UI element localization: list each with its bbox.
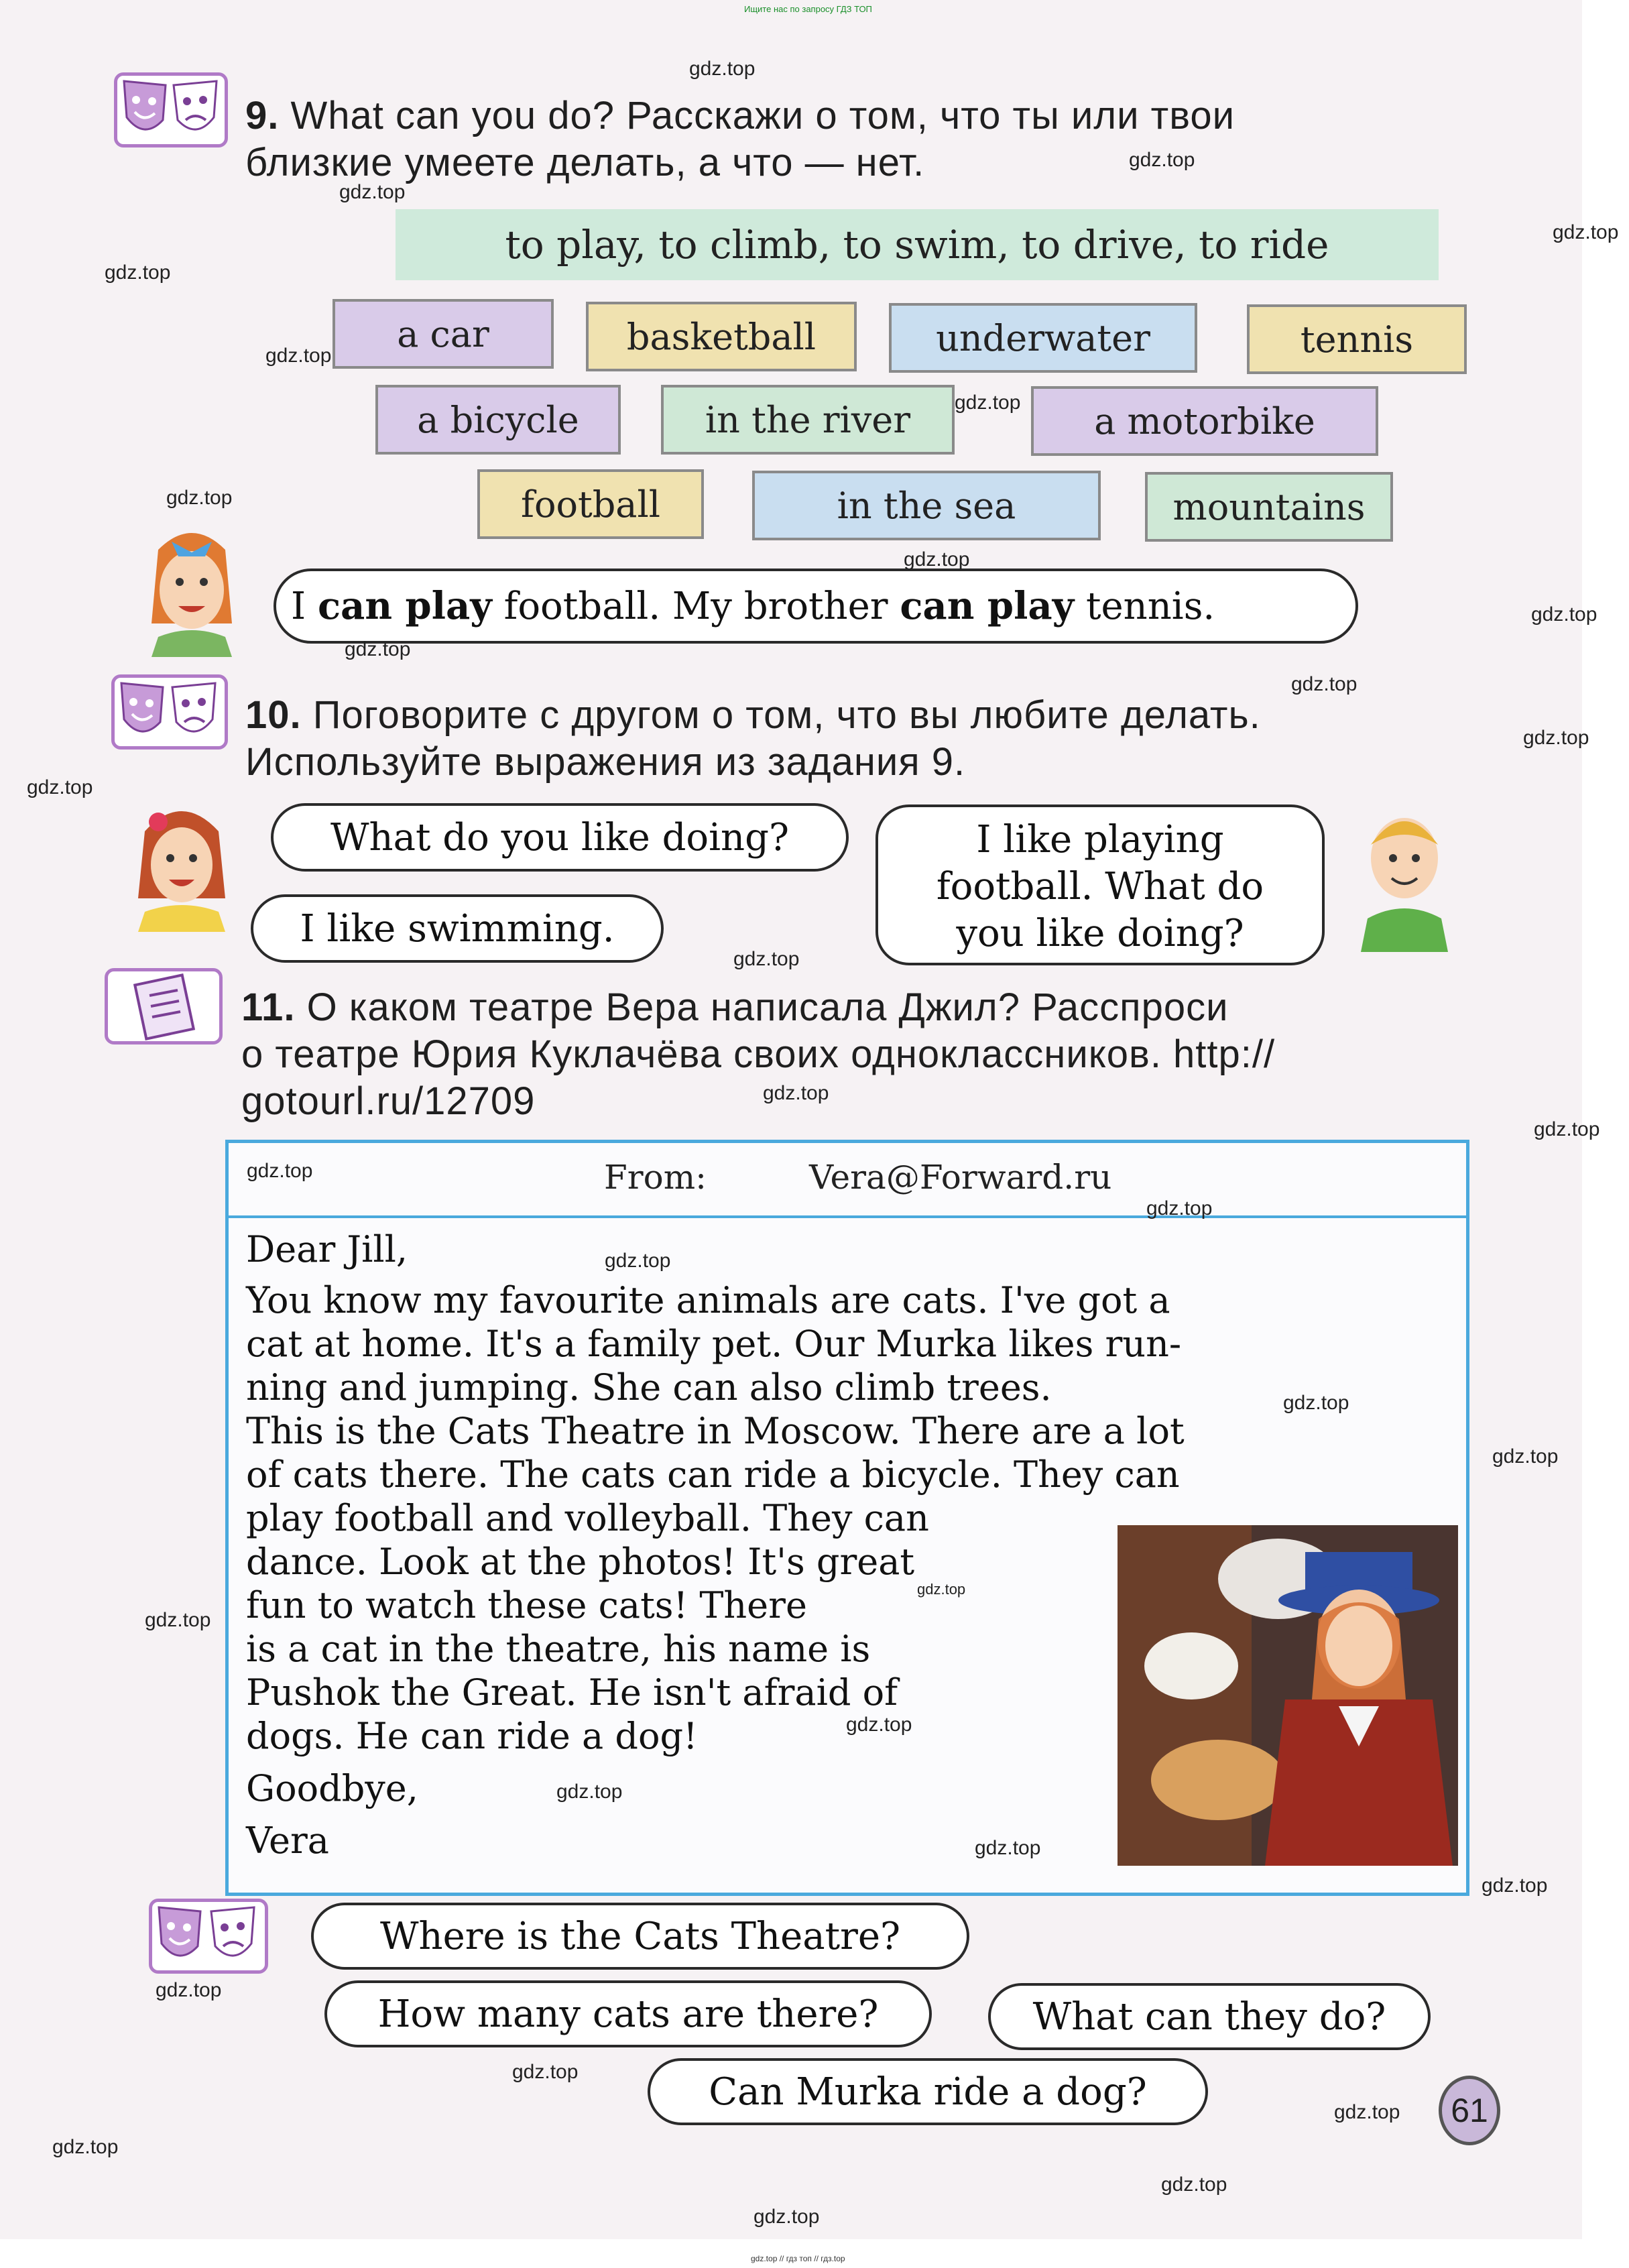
watermark: gdz.top [512, 2061, 579, 2083]
watermark: gdz.top [1492, 1445, 1559, 1468]
speech-part-can-play-2: can play [900, 584, 1075, 628]
watermark: gdz.top [145, 1609, 211, 1631]
watermark: gdz.top [1553, 221, 1619, 243]
watermark: gdz.top [904, 548, 970, 571]
question-what-can-they-do: What can they do? [988, 1983, 1431, 2050]
speech-bubble-can-play [274, 569, 1358, 644]
letter-signature: Vera [246, 1819, 330, 1862]
ex9-number: 9. [245, 94, 280, 137]
letter-line: cat at home. It's a family pet. Our Murka likes run- [246, 1323, 1182, 1365]
chip-mountains: mountains [1145, 472, 1393, 542]
page-number [1439, 2076, 1500, 2145]
verbs-text: to play, to climb, to swim, to drive, to ride [505, 222, 1329, 267]
top-search-note: Ищите нас по запросу ГДЗ ТОП [744, 4, 872, 14]
ex10-title [245, 692, 1479, 786]
watermark: gdz.top [105, 261, 171, 284]
ex11-title-line1: О каком театре Вера написала Джил? Расспроси [306, 986, 1229, 1029]
watermark: gdz.top [846, 1714, 912, 1736]
letter-closing: Goodbye, [246, 1767, 418, 1809]
watermark: gdz.top [339, 181, 406, 203]
bubble-line-2: football. What do [936, 865, 1264, 908]
email-header [229, 1143, 1466, 1218]
watermark: gdz.top [52, 2136, 119, 2158]
watermark: gdz.top [1291, 673, 1358, 695]
ex11-title-line2: о театре Юрия Куклачёва своих одноклассников. http:// [241, 1032, 1276, 1076]
verbs-banner [396, 209, 1439, 280]
letter-line: dance. Look at the photos! It's great [246, 1541, 915, 1583]
ex11-title-line3: gotourl.ru/12709 [241, 1079, 536, 1123]
from-address: Vera@Forward.ru [809, 1158, 1112, 1197]
from-label: From: [604, 1158, 707, 1197]
ex10-title-line2: Используйте выражения из задания 9. [245, 740, 966, 784]
girl-illustration [125, 798, 239, 932]
letter-line: You know my favourite animals are cats. I've got a [246, 1279, 1170, 1321]
watermark: gdz.top [1531, 603, 1597, 625]
watermark: gdz.top [556, 1781, 623, 1803]
watermark: gdz.top [733, 948, 800, 970]
letter-body-short [246, 1540, 1111, 1758]
watermark: gdz.top [917, 1581, 966, 1598]
watermark: gdz.top [955, 392, 1021, 414]
ex9-title-line2: близкие умеете делать, а что — нет. [245, 141, 925, 184]
bubble-i-like-swimming: I like swimming. [251, 894, 664, 963]
chip-in-the-sea: in the sea [752, 471, 1101, 540]
ex11-title [241, 984, 1475, 1125]
chip-a-motorbike: a motorbike [1031, 386, 1378, 456]
watermark: gdz.top [689, 58, 756, 80]
masks-icon [149, 1899, 268, 1974]
ex11-number: 11. [241, 986, 296, 1029]
watermark: gdz.top [605, 1250, 671, 1272]
speech-part-football: football. My brother [503, 584, 888, 628]
ex10-number: 10. [245, 693, 302, 737]
watermark: gdz.top [345, 638, 411, 660]
watermark: gdz.top [156, 1979, 222, 2001]
masks-icon [114, 72, 228, 147]
watermark: gdz.top [1334, 2101, 1400, 2123]
email-card [225, 1140, 1469, 1896]
question-can-murka: Can Murka ride a dog? [648, 2058, 1208, 2125]
watermark: gdz.top [1129, 149, 1195, 171]
letter-body-full [246, 1278, 1453, 1540]
letter-line: Pushok the Great. He isn't afraid of [246, 1671, 898, 1714]
question-where-theatre: Where is the Cats Theatre? [311, 1903, 969, 1970]
bubble-line-1: I like playing [976, 818, 1224, 861]
watermark: gdz.top [265, 345, 332, 367]
ex9-title-line1: What can you do? Расскажи о том, что ты или твои [290, 94, 1235, 137]
cats-theatre-photo [1118, 1525, 1458, 1866]
watermark: gdz.top [27, 776, 93, 798]
letter-line: play football and volleyball. They can [246, 1497, 929, 1539]
speech-part-i: I [291, 584, 306, 628]
watermark: gdz.top [1523, 727, 1589, 749]
watermark: gdz.top [1146, 1197, 1213, 1219]
watermark: gdz.top [247, 1160, 313, 1182]
letter-line: This is the Cats Theatre in Moscow. There are a lot [246, 1410, 1185, 1452]
chip-basketball: basketball [586, 302, 857, 371]
ex10-title-line1: Поговорите с другом о том, что вы любите делать. [312, 693, 1261, 737]
letter-line: ning and jumping. She can also climb trees. [246, 1366, 1052, 1409]
watermark: gdz.top [1534, 1118, 1600, 1140]
chip-a-bicycle: a bicycle [375, 385, 621, 455]
bubble-what-do-you-like: What do you like doing? [271, 803, 849, 872]
boy-illustration [1354, 804, 1455, 952]
letter-line: is a cat in the theatre, his name is [246, 1628, 871, 1670]
watermark: gdz.top [1283, 1392, 1349, 1414]
letter-greeting: Dear Jill, [246, 1228, 408, 1270]
bottom-note: gdz.top // гдз топ // гдз.top [751, 2254, 845, 2263]
letter-line: dogs. He can ride a dog! [246, 1715, 698, 1757]
chip-tennis: tennis [1247, 304, 1467, 374]
watermark: gdz.top [763, 1082, 829, 1104]
chip-football: football [477, 469, 704, 539]
speech-part-tennis: tennis. [1086, 584, 1215, 628]
girl-illustration [131, 523, 252, 657]
speech-part-can-play-1: can play [317, 584, 492, 628]
bubble-i-like-playing [876, 804, 1325, 965]
watermark: gdz.top [1482, 1874, 1548, 1897]
chip-underwater: underwater [889, 303, 1197, 373]
watermark: gdz.top [166, 487, 233, 509]
watermark: gdz.top [975, 1837, 1041, 1859]
watermark: gdz.top [753, 2206, 820, 2228]
letter-line: fun to watch these cats! There [246, 1584, 807, 1626]
chip-a-car: a car [333, 299, 554, 369]
page-number-text: 61 [1451, 2092, 1488, 2129]
notebook-icon [105, 968, 223, 1045]
letter-line: of cats there. The cats can ride a bicycle. They can [246, 1453, 1180, 1496]
watermark: gdz.top [1161, 2173, 1227, 2196]
question-how-many-cats: How many cats are there? [324, 1980, 932, 2047]
chip-in-the-river: in the river [661, 385, 955, 455]
ex9-title [245, 93, 1465, 186]
masks-icon [111, 674, 228, 750]
bubble-line-3: you like doing? [956, 912, 1244, 955]
